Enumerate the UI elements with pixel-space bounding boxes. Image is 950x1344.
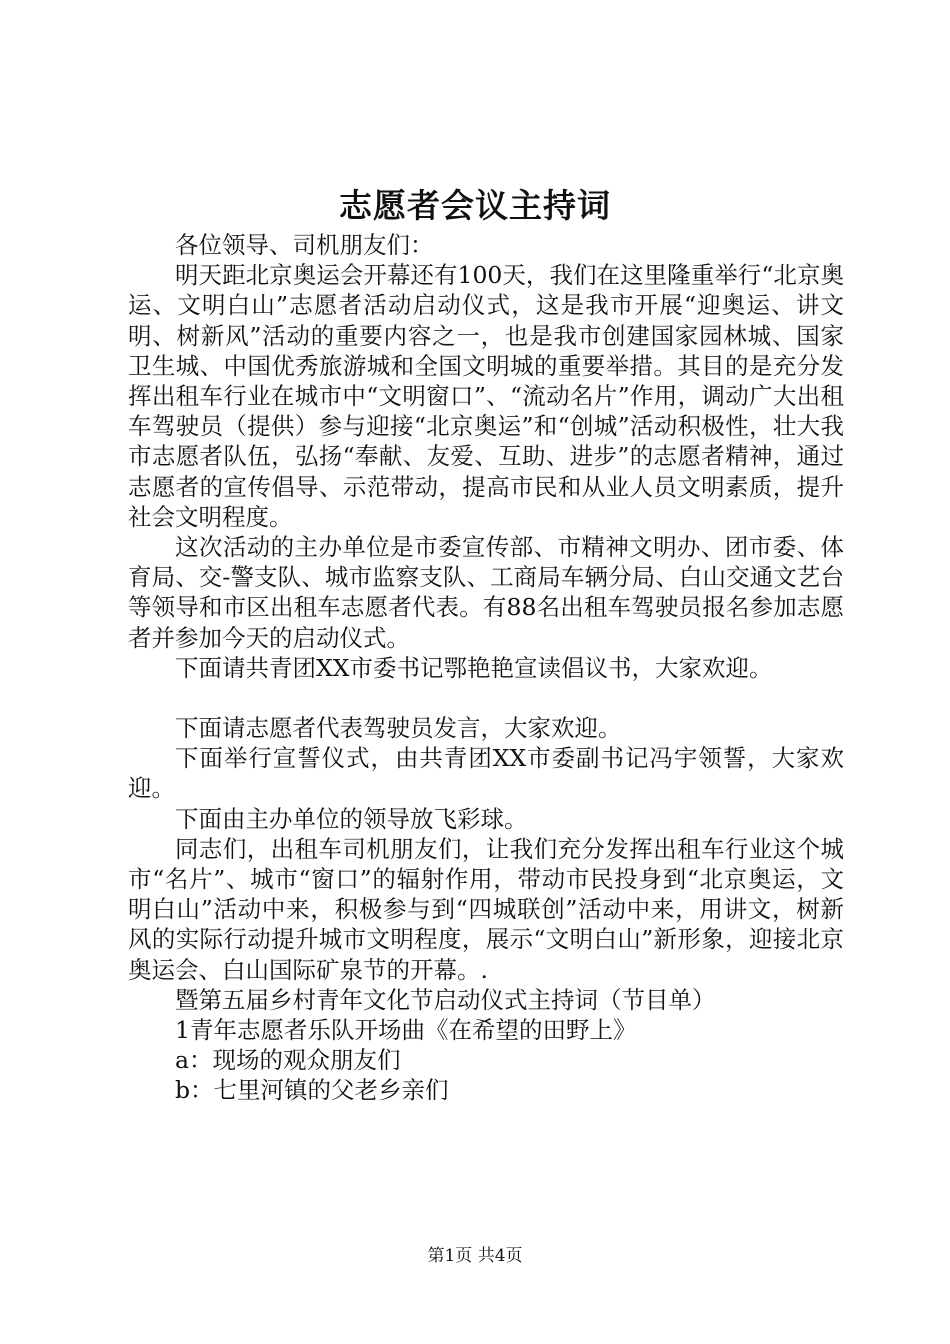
paragraph-blank — [128, 683, 844, 713]
paragraph-festival-heading: 暨第五届乡村青年文化节启动仪式主持词（节目单） — [175, 985, 716, 1014]
paragraph-closing: 同志们，出租车司机朋友们，让我们充分发挥出租车行业这个城市“名片”、城市“窗口”的辐射作用，带动市民投身到“北京奥运，文明白山”活动中来，积极参与到“四城联创”活动中来，用讲文，树新风的实际行动提升城市文明程度，展示“文明白山”新形象，迎接北京奥运会、白山国际矿泉节的开幕。. — [128, 834, 844, 984]
paragraph-organizers: 这次活动的主办单位是市委宣传部、市精神文明办、团市委、体育局、交-警支队、城市监察支队、工商局车辆分局、白山交通文艺台等领导和市区出租车志愿者代表。有88名出租车驾驶员报名参加志愿者并参加今天的启动仪式。 — [128, 533, 844, 652]
paragraph-line-b: b：七里河镇的父老乡亲们 — [175, 1076, 449, 1105]
paragraph-balloons: 下面由主办单位的领导放飞彩球。 — [175, 804, 528, 833]
paragraph-proposal: 下面请共青团XX市委书记鄂艳艳宣读倡议书，大家欢迎。 — [175, 653, 773, 682]
paragraph-intro: 明天距北京奥运会开幕还有100天，我们在这里隆重举行“北京奥运、文明白山”志愿者活动启动仪式，这是我市开展“迎奥运、讲文明、树新风”活动的重要内容之一，也是我市创建国家园林城、国家卫生城、中国优秀旅游城和全国文明城的重要举措。其目的是充分发挥出租车行业在城市中“文明窗口”、“流动名片”作用，调动广大出租车驾驶员（提供）参与迎接“北京奥运”和“创城”活动积极性，壮大我市志愿者队伍，弘扬“奉献、友爱、互助、进步”的志愿者精神，通过志愿者的宣传倡导、示范带动，提高市民和从业人员文明素质，提升社会文明程度。 — [128, 261, 844, 531]
document-body — [128, 230, 844, 1106]
page-footer: 第1页 共4页 — [427, 1246, 523, 1266]
paragraph-line-a: a：现场的观众朋友们 — [175, 1046, 401, 1075]
paragraph-program-item: 1青年志愿者乐队开场曲《在希望的田野上》 — [175, 1016, 637, 1045]
paragraph-speech: 下面请志愿者代表驾驶员发言，大家欢迎。 — [175, 714, 622, 743]
paragraph-oath: 下面举行宣誓仪式，由共青团XX市委副书记冯宇领誓，大家欢迎。 — [128, 744, 844, 803]
paragraph-greeting: 各位领导、司机朋友们： — [175, 231, 434, 259]
page-title: 志愿者会议主持词 — [339, 186, 611, 225]
